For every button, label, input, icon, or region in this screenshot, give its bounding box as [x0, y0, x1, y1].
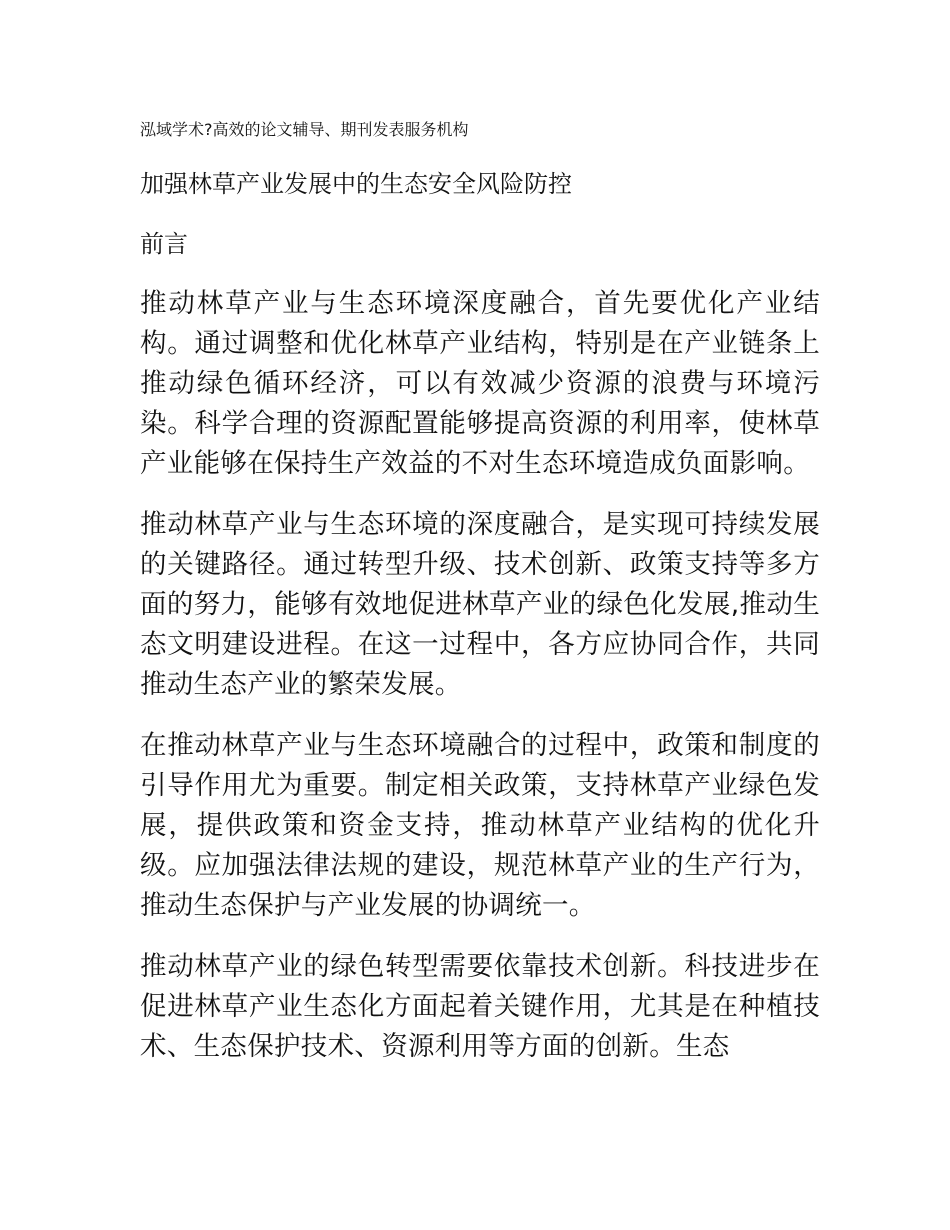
- section-heading: 前言: [140, 230, 188, 258]
- paragraph: 推动林草产业与生态环境深度融合，首先要优化产业结构。通过调整和优化林草产业结构，特别是在产业链条上推动绿色循环经济，可以有效减少资源的浪费与环境污染。科学合理的资源配置能够提高资源的利用率，使林草产业能够在保持生产效益的不对生态环境造成负面影响。: [140, 288, 820, 479]
- paragraph: 在推动林草产业与生态环境融合的过程中，政策和制度的引导作用尤为重要。制定相关政策，支持林草产业绿色发展，提供政策和资金支持，推动林草产业结构的优化升级。应加强法律法规的建设，规范林草产业的生产行为，推动生态保护与产业发展的协调统一。: [140, 730, 820, 921]
- document-body: [140, 284, 820, 1088]
- page-header: 泓域学术?高效的论文辅导、期刊发表服务机构: [140, 120, 469, 139]
- paragraph: 推动林草产业的绿色转型需要依靠技术创新。科技进步在促进林草产业生态化方面起着关键作用，尤其是在种植技术、生态保护技术、资源利用等方面的创新。生态: [140, 951, 820, 1062]
- document-title: 加强林草产业发展中的生态安全风险防控: [140, 170, 572, 198]
- paragraph: 推动林草产业与生态环境的深度融合，是实现可持续发展的关键路径。通过转型升级、技术创新、政策支持等多方面的努力，能够有效地促进林草产业的绿色化发展,推动生态文明建设进程。在这一过程中，各方应协同合作，共同推动生态产业的繁荣发展。: [140, 509, 820, 700]
